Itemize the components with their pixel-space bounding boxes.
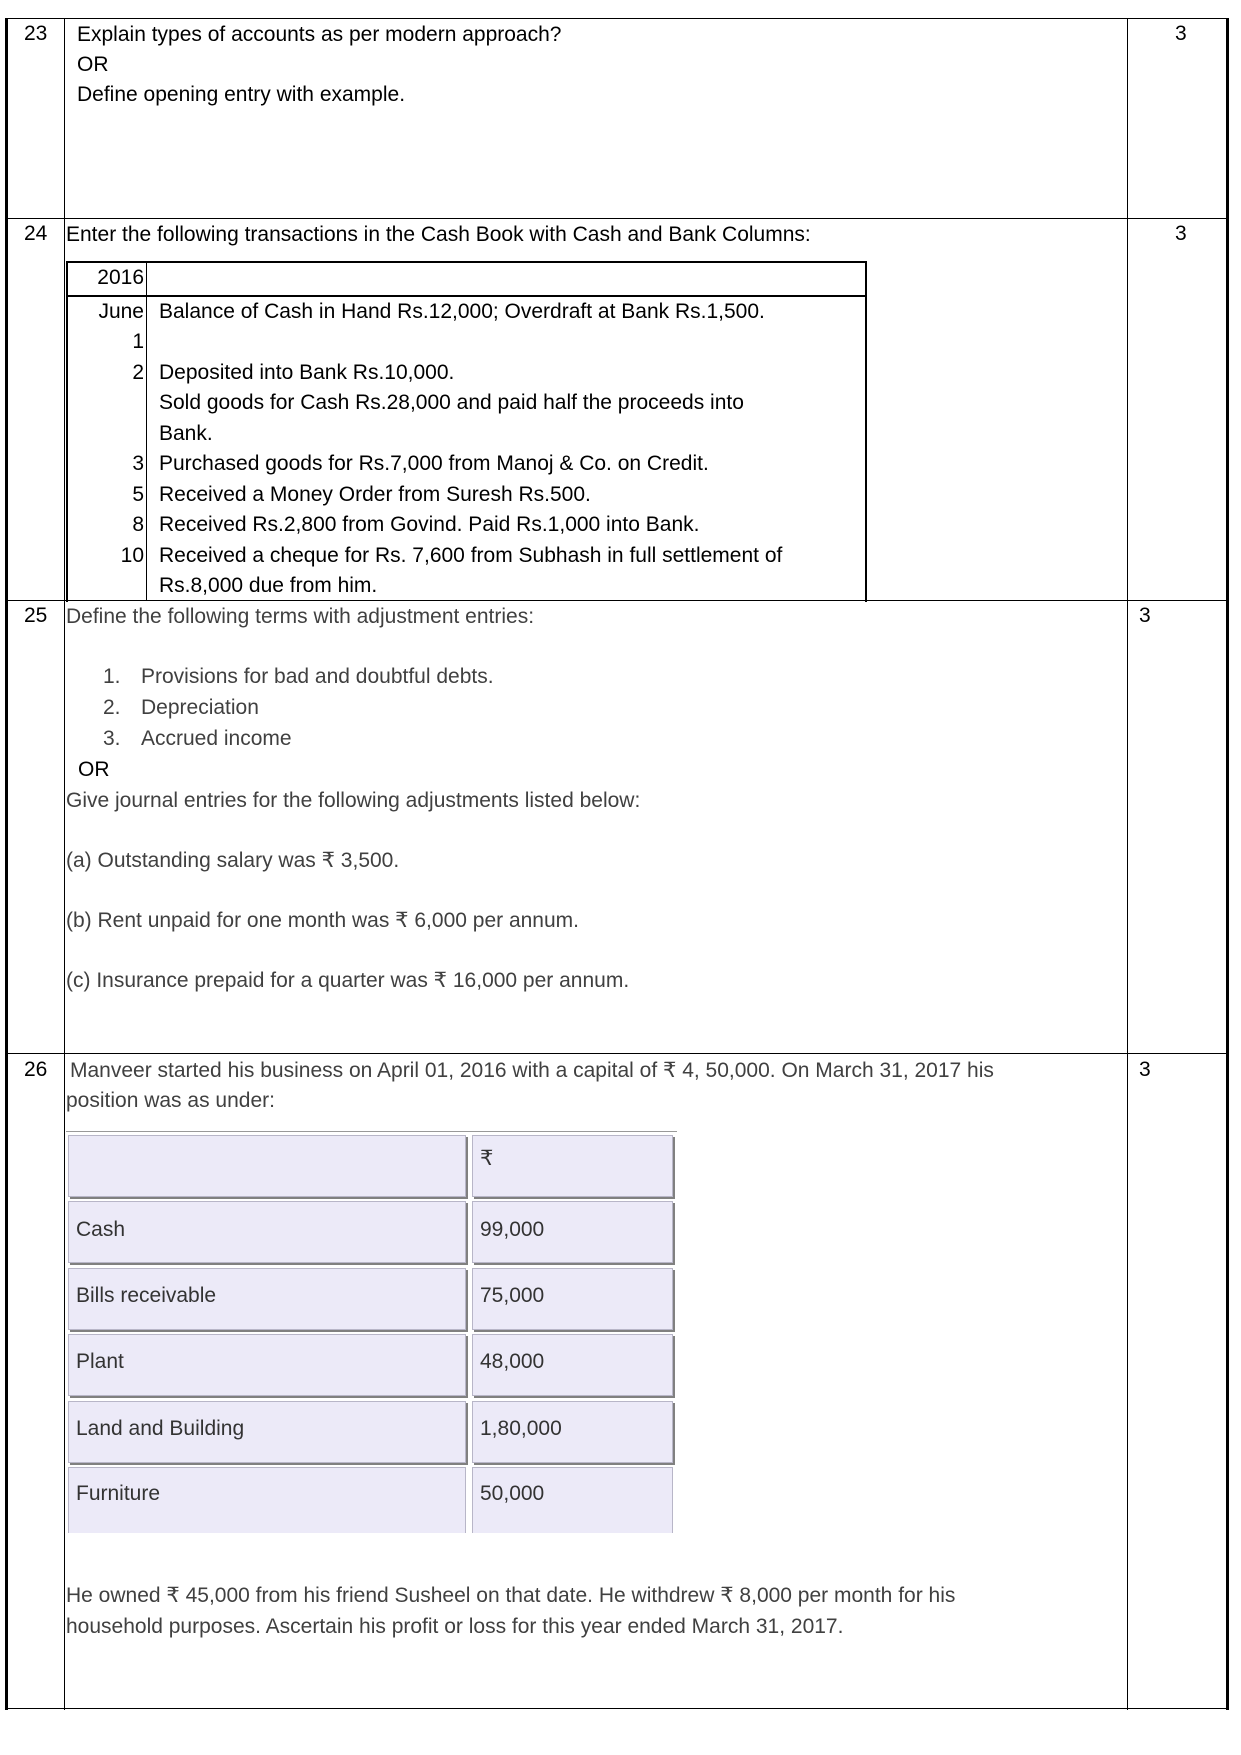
asset-label-cell bbox=[68, 1401, 466, 1463]
date-cell: 1 bbox=[132, 330, 144, 353]
list-item: Provisions for bad and doubtful debts. bbox=[141, 665, 494, 688]
position-table bbox=[66, 1131, 677, 1537]
asset-amount: 75,000 bbox=[480, 1284, 545, 1307]
year-cell: 2016 bbox=[97, 266, 144, 289]
question-text-footer: He owned ₹ 45,000 from his friend Susheel on that date. He withdrew ₹ 8,000 per month for his bbox=[66, 1584, 956, 1607]
question-text-alt: Define opening entry with example. bbox=[77, 83, 406, 106]
adjustment-b: (b) Rent unpaid for one month was ₹ 6,000 per annum. bbox=[66, 909, 579, 932]
asset-amount: 48,000 bbox=[480, 1350, 545, 1373]
date-cell: June bbox=[98, 300, 144, 323]
question-text: position was as under: bbox=[66, 1089, 275, 1112]
question-text-alt: Give journal entries for the following adjustments listed below: bbox=[66, 789, 641, 812]
transaction-text: Received a Money Order from Suresh Rs.500. bbox=[159, 483, 591, 506]
row-divider-25-26 bbox=[5, 1053, 1229, 1054]
adjustment-a: (a) Outstanding salary was ₹ 3,500. bbox=[66, 849, 400, 872]
asset-amount-cell bbox=[472, 1201, 673, 1263]
asset-label-cell bbox=[68, 1201, 466, 1263]
transaction-text: Sold goods for Cash Rs.28,000 and paid half the proceeds into bbox=[159, 391, 744, 414]
question-number: 26 bbox=[24, 1058, 48, 1081]
question-text: Enter the following transactions in the Cash Book with Cash and Bank Columns: bbox=[66, 223, 811, 246]
rupee-symbol: ₹ bbox=[480, 1147, 494, 1170]
frame-left-border bbox=[5, 18, 8, 1710]
asset-label: Bills receivable bbox=[76, 1284, 217, 1307]
transaction-text: Balance of Cash in Hand Rs.12,000; Overdraft at Bank Rs.1,500. bbox=[159, 300, 765, 323]
asset-amount: 99,000 bbox=[480, 1218, 545, 1241]
question-text-footer: household purposes. Ascertain his profit or loss for this year ended March 31, 2017. bbox=[66, 1615, 844, 1638]
marks: 3 bbox=[1175, 222, 1187, 245]
asset-label: Cash bbox=[76, 1218, 126, 1241]
adjustment-c: (c) Insurance prepaid for a quarter was ₹ 16,000 per annum. bbox=[66, 969, 630, 992]
row-divider-23-24 bbox=[5, 218, 1229, 219]
question-text: Explain types of accounts as per modern approach? bbox=[77, 23, 562, 46]
frame-top-border bbox=[5, 18, 1229, 19]
question-text: Define the following terms with adjustment entries: bbox=[66, 605, 535, 628]
asset-label-cell bbox=[68, 1334, 466, 1396]
list-number: 1. bbox=[103, 665, 121, 688]
marks: 3 bbox=[1175, 22, 1187, 45]
asset-amount-cell bbox=[472, 1401, 673, 1463]
asset-amount-cell bbox=[472, 1268, 673, 1330]
question-number: 24 bbox=[24, 222, 48, 245]
date-cell: 5 bbox=[132, 483, 144, 506]
frame-right-border bbox=[1226, 18, 1229, 1710]
question-text: Manveer started his business on April 01, 2016 with a capital of ₹ 4, 50,000. On March 31, 2017 his bbox=[70, 1059, 994, 1082]
date-cell: 10 bbox=[120, 544, 144, 567]
asset-label-cell bbox=[68, 1467, 466, 1533]
marks: 3 bbox=[1139, 604, 1151, 627]
date-cell: 8 bbox=[132, 513, 144, 536]
asset-amount: 50,000 bbox=[480, 1482, 545, 1505]
asset-label: Plant bbox=[76, 1350, 124, 1373]
or-label: OR bbox=[78, 758, 110, 781]
transaction-text: Bank. bbox=[159, 422, 213, 445]
list-number: 3. bbox=[103, 727, 121, 750]
or-label: OR bbox=[77, 53, 109, 76]
question-number: 23 bbox=[24, 22, 48, 45]
frame-bottom-border bbox=[5, 1708, 1229, 1709]
asset-label: Land and Building bbox=[76, 1417, 245, 1440]
list-item: Depreciation bbox=[141, 696, 259, 719]
table-top-rule bbox=[66, 1131, 677, 1132]
marks: 3 bbox=[1139, 1058, 1151, 1081]
frame-col-divider-2 bbox=[1127, 18, 1128, 1710]
date-cell: 3 bbox=[132, 452, 144, 475]
asset-amount-cell bbox=[472, 1334, 673, 1396]
date-cell: 2 bbox=[132, 361, 144, 384]
asset-label-cell bbox=[68, 1268, 466, 1330]
transaction-text: Received a cheque for Rs. 7,600 from Subhash in full settlement of bbox=[159, 544, 783, 567]
asset-amount: 1,80,000 bbox=[480, 1417, 562, 1440]
table-column-divider bbox=[146, 263, 147, 600]
transactions-table bbox=[66, 261, 867, 602]
list-number: 2. bbox=[103, 696, 121, 719]
transaction-text: Rs.8,000 due from him. bbox=[159, 574, 378, 597]
question-number: 25 bbox=[24, 604, 48, 627]
asset-label: Furniture bbox=[76, 1482, 161, 1505]
frame-col-divider-1 bbox=[64, 18, 65, 1710]
transaction-text: Deposited into Bank Rs.10,000. bbox=[159, 361, 455, 384]
transaction-text: Received Rs.2,800 from Govind. Paid Rs.1,000 into Bank. bbox=[159, 513, 700, 536]
header-label-cell bbox=[68, 1135, 466, 1197]
transaction-text: Purchased goods for Rs.7,000 from Manoj & Co. on Credit. bbox=[159, 452, 709, 475]
list-item: Accrued income bbox=[141, 727, 292, 750]
asset-amount-cell bbox=[472, 1467, 673, 1533]
header-amount-cell bbox=[472, 1135, 673, 1197]
